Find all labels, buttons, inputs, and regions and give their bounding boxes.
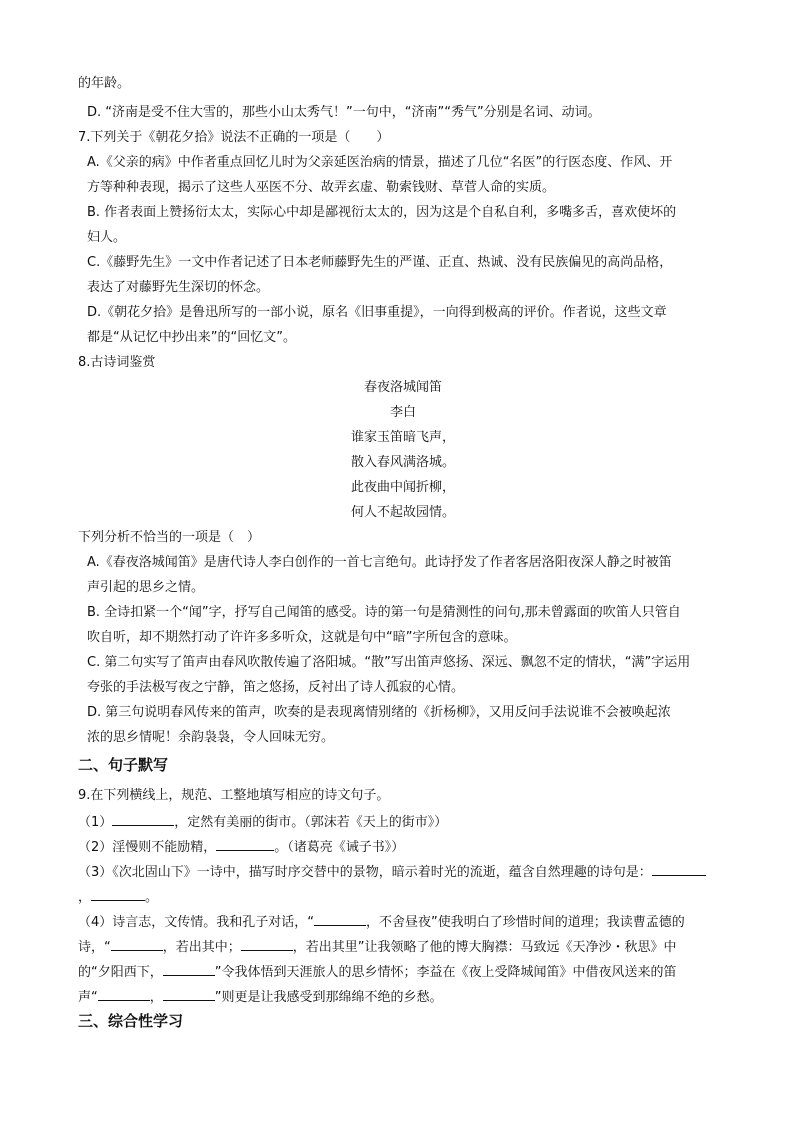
item-text: ， bbox=[149, 990, 163, 1005]
item-text: 。 bbox=[145, 890, 159, 905]
q9-stem: 9.在下列横线上，规范、工整地填写相应的诗文句子。 bbox=[78, 788, 390, 803]
item-text: 。（诸葛亮《诫子书》） bbox=[274, 840, 405, 855]
item-text: ， bbox=[78, 890, 92, 905]
q8-stem: 8.古诗词鉴赏 bbox=[78, 355, 156, 370]
q9-item-4-cont bbox=[78, 938, 677, 956]
q7-option-d: D.《朝花夕拾》是鲁迅所写的一部小说，原名《旧事重提》，一向得到极高的评价。作者说，这些文章 bbox=[87, 305, 667, 320]
item-text: （4）诗言志，文传情。我和孔子对话，“ bbox=[78, 915, 315, 930]
answer-blank[interactable] bbox=[98, 988, 150, 1001]
text-line: 表达了对藤野先生深切的怀念。 bbox=[87, 280, 270, 295]
text-line: 声引起的思乡之情。 bbox=[87, 580, 205, 595]
item-text: ，若出其里”让我领略了他的博大胸襟：马致远《天净沙・秋思》中 bbox=[292, 940, 677, 955]
answer-blank[interactable] bbox=[314, 913, 366, 926]
text-line: 的年龄。 bbox=[78, 76, 131, 91]
answer-blank[interactable] bbox=[241, 938, 293, 951]
q9-item-4 bbox=[78, 913, 685, 931]
q9-item-3 bbox=[78, 863, 706, 881]
answer-blank[interactable] bbox=[112, 813, 174, 826]
answer-blank[interactable] bbox=[652, 863, 706, 876]
answer-blank[interactable] bbox=[163, 963, 215, 976]
q8-option-b: B. 全诗扣紧一个“闻”字，抒写自己闻笛的感受。诗的第一句是猜测性的问句,那未曾露面的吹笛人只管自 bbox=[87, 605, 681, 620]
q7-option-c: C.《藤野先生》一文中作者记述了日本老师藤野先生的严谨、正直、热诚、没有民族偏见的高尚品格， bbox=[87, 255, 673, 270]
q9-item-4-cont bbox=[78, 963, 677, 981]
q9-item-1 bbox=[78, 813, 447, 831]
text-line: 吹自听，却不期然打动了许许多多听众，这就是句中“暗”字所包含的意味。 bbox=[87, 630, 517, 645]
poem-verse: 何人不起故园情。 bbox=[350, 505, 455, 520]
item-text: ，定然有美丽的街市。（郭沫若《天上的街市》） bbox=[174, 815, 448, 830]
poem-verse: 此夜曲中闻折柳， bbox=[350, 480, 455, 495]
text-line: 妇人。 bbox=[87, 230, 127, 245]
answer-blank[interactable] bbox=[91, 888, 145, 901]
item-text: ，不舍昼夜”使我明白了珍惜时间的道理；我读曹孟德的 bbox=[366, 915, 685, 930]
q9-item-3-cont bbox=[78, 888, 158, 906]
q7-option-b: B. 作者表面上赞扬衍太太，实际心中却是鄙视衍太太的，因为这是个自私自利，多嘴多舌，喜欢使坏的 bbox=[87, 205, 677, 220]
section-heading-2: 二、句子默写 bbox=[78, 756, 169, 774]
text-line: 都是“从记忆中抄出来”的“回忆文”。 bbox=[87, 330, 296, 345]
item-text: （3）《次北固山下》一诗中，描写时序交替中的景物，暗示着时光的流逝，蕴含自然理趣的诗句是： bbox=[78, 865, 652, 880]
q8-option-c: C. 第二句实写了笛声由春风吹散传遍了洛阳城。“散”写出笛声悠扬、深远、飘忽不定的情状，“满”字运用 bbox=[87, 655, 691, 670]
poem-verse: 谁家玉笛暗飞声， bbox=[350, 430, 455, 445]
item-text: ”则更是让我感受到那绵绵不绝的乡愁。 bbox=[214, 990, 443, 1005]
item-text: 声“ bbox=[78, 990, 98, 1005]
item-text: ”令我体悟到天涯旅人的思乡情怀；李益在《夜上受降城闻笛》中借夜风送来的笛 bbox=[214, 965, 677, 980]
poem-verse: 散入春风满洛城。 bbox=[350, 455, 455, 470]
text-line: 浓的思乡情呢！余韵袅袅，令人回味无穷。 bbox=[87, 730, 335, 745]
item-text: ，若出其中； bbox=[162, 940, 241, 955]
item-text: 诗，“ bbox=[78, 940, 111, 955]
q8-option-d: D. 第三句说明春风传来的笛声，吹奏的是表现离情别绪的《折杨柳》，又用反问手法说谁不会被唤起浓 bbox=[87, 705, 671, 720]
answer-blank[interactable] bbox=[163, 988, 215, 1001]
q9-item-2 bbox=[78, 838, 404, 856]
poem-author: 李白 bbox=[389, 405, 416, 420]
q8-sub-stem: 下列分析不恰当的一项是（ ） bbox=[78, 530, 261, 545]
answer-blank[interactable] bbox=[216, 838, 274, 851]
section-heading-3: 三、综合性学习 bbox=[78, 1012, 184, 1030]
poem-title: 春夜洛城闻笛 bbox=[363, 380, 442, 395]
q6-option-d: D. “济南是受不住大雪的，那些小山太秀气！”一句中，“济南”“秀气”分别是名词、动词。 bbox=[87, 105, 601, 120]
text-line: 方等种种表现，揭示了这些人巫医不分、故弄玄虚、勒索钱财、草菅人命的实质。 bbox=[87, 180, 556, 195]
item-text: 的“夕阳西下， bbox=[78, 965, 163, 980]
q7-option-a: A.《父亲的病》中作者重点回忆儿时为父亲延医治病的情景，描述了几位“名医”的行医态度、作风、开 bbox=[87, 155, 673, 170]
text-line: 夸张的手法极写夜之宁静，笛之悠扬，反衬出了诗人孤寂的心情。 bbox=[87, 680, 465, 695]
q8-option-a: A.《春夜洛城闻笛》是唐代诗人李白创作的一首七言绝句。此诗抒发了作者客居洛阳夜深人静之时被笛 bbox=[87, 555, 672, 570]
item-text: （2）淫慢则不能励精， bbox=[78, 840, 217, 855]
q7-stem: 7.下列关于《朝花夕拾》说法不正确的一项是（ ） bbox=[78, 130, 390, 145]
answer-blank[interactable] bbox=[111, 938, 163, 951]
q9-item-4-cont bbox=[78, 988, 443, 1006]
item-number: （1） bbox=[78, 815, 113, 830]
